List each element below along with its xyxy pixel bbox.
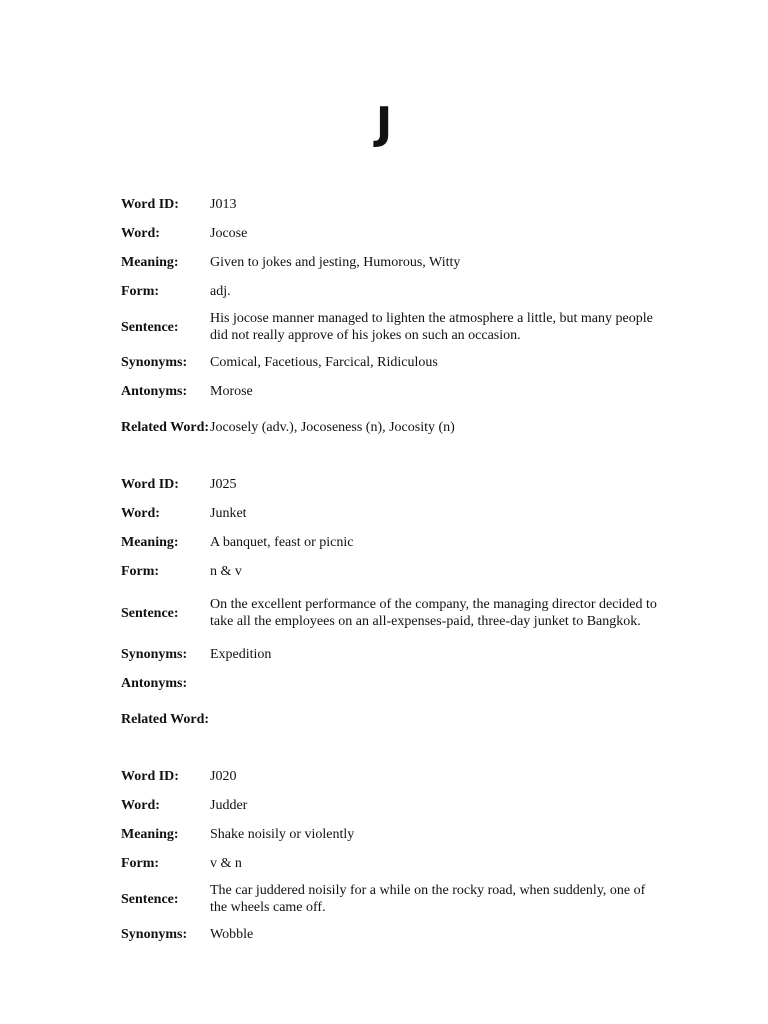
- synonyms-row: [121, 640, 661, 669]
- sentence-value: The car juddered noisily for a while on the rocky road, when suddenly, one of the wheels came off.: [210, 883, 646, 915]
- antonyms-label: Antonyms:: [121, 676, 188, 691]
- meaning-value: Given to jokes and jesting, Humorous, Witty: [210, 255, 461, 270]
- form-label: Form:: [121, 856, 160, 871]
- word-entry: [121, 470, 661, 740]
- sentence-row: [121, 586, 661, 640]
- synonyms-value: Comical, Facetious, Farcical, Ridiculous: [210, 355, 438, 370]
- word-entry: [121, 190, 661, 448]
- word-id-label: Word ID:: [121, 477, 179, 492]
- word-id-label: Word ID:: [121, 197, 179, 212]
- word-id-row: [121, 190, 661, 219]
- form-value: adj.: [210, 284, 231, 299]
- sentence-row: [121, 878, 661, 920]
- meaning-row: [121, 248, 661, 277]
- word-row: [121, 499, 661, 528]
- word-id-row: [121, 470, 661, 499]
- sentence-label: Sentence:: [121, 891, 179, 907]
- synonyms-value: Expedition: [210, 647, 272, 662]
- meaning-row: [121, 528, 661, 557]
- word-value: Jocose: [210, 226, 248, 241]
- meaning-value: Shake noisily or violently: [210, 827, 355, 842]
- form-row: [121, 557, 661, 586]
- sentence-label: Sentence:: [121, 605, 179, 621]
- word-label: Word:: [121, 226, 160, 241]
- form-row: [121, 849, 661, 878]
- word-id-label: Word ID:: [121, 769, 179, 784]
- antonyms-value: Morose: [210, 384, 253, 399]
- word-id-value: J013: [210, 197, 237, 212]
- synonyms-label: Synonyms:: [121, 647, 188, 662]
- synonyms-row: [121, 920, 661, 949]
- word-value: Judder: [210, 798, 248, 813]
- word-row: [121, 219, 661, 248]
- related-word-label: Related Word:: [121, 711, 210, 727]
- form-value: n & v: [210, 564, 242, 579]
- word-value: Junket: [210, 506, 247, 521]
- synonyms-label: Synonyms:: [121, 355, 188, 370]
- meaning-row: [121, 820, 661, 849]
- meaning-label: Meaning:: [121, 827, 179, 842]
- sentence-value: His jocose manner managed to lighten the atmosphere a little, but many people did not really approve of his jokes on such an occasion.: [210, 311, 653, 343]
- page-letter-heading: J: [375, 98, 393, 149]
- synonyms-label: Synonyms:: [121, 927, 188, 942]
- related-word-value: Jocosely (adv.), Jocoseness (n), Jocosity (n): [210, 419, 455, 435]
- meaning-value: A banquet, feast or picnic: [210, 535, 354, 550]
- word-row: [121, 791, 661, 820]
- word-id-value: J025: [210, 477, 237, 492]
- form-label: Form:: [121, 284, 160, 299]
- word-entry: [121, 762, 661, 949]
- word-label: Word:: [121, 798, 160, 813]
- related-word-row: [121, 698, 661, 740]
- sentence-label: Sentence:: [121, 319, 179, 335]
- related-word-row: [121, 406, 661, 448]
- form-label: Form:: [121, 564, 160, 579]
- meaning-label: Meaning:: [121, 535, 179, 550]
- antonyms-row: [121, 669, 661, 698]
- word-entries: [121, 190, 661, 971]
- sentence-value: On the excellent performance of the company, the managing director decided to take all the employees on an all-expenses-paid, three-day junket to Bangkok.: [210, 597, 657, 629]
- antonyms-row: [121, 377, 661, 406]
- meaning-label: Meaning:: [121, 255, 179, 270]
- word-id-value: J020: [210, 769, 237, 784]
- form-row: [121, 277, 661, 306]
- antonyms-label: Antonyms:: [121, 384, 188, 399]
- related-word-label: Related Word:: [121, 419, 210, 435]
- synonyms-row: [121, 348, 661, 377]
- word-label: Word:: [121, 506, 160, 521]
- sentence-row: [121, 306, 661, 348]
- form-value: v & n: [210, 856, 242, 871]
- word-id-row: [121, 762, 661, 791]
- synonyms-value: Wobble: [210, 927, 254, 942]
